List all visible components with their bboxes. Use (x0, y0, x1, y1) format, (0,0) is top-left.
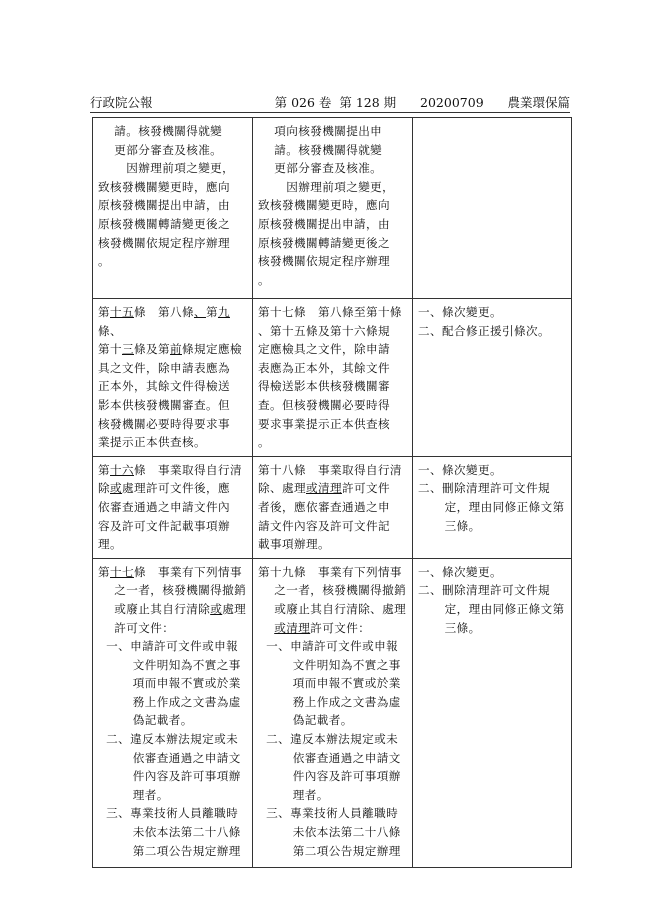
current-text-cell (253, 118, 413, 299)
text-line: 原核發機關轉請變更後之 (98, 216, 230, 231)
text-line: 載事項辦理。 (258, 537, 330, 552)
text-line: 一、條次變更。 (418, 462, 502, 477)
amended-text-cell (93, 558, 253, 867)
text-line: 。 (258, 272, 270, 287)
text-line: 原核發機關提出申請，由 (258, 216, 390, 231)
text-line: 許可文件： (114, 620, 175, 635)
text-line: 。 (98, 254, 110, 269)
text-line: 或廢止其自行清除或處理 (114, 601, 247, 616)
amended-text-cell (93, 456, 253, 558)
text-line: 原核發機關提出申請，由 (98, 198, 230, 213)
text-line: 致核發機關變更時，應向 (98, 179, 230, 194)
text-line: 二、配合修正援引條次。 (418, 323, 550, 338)
table-row (93, 118, 572, 299)
text-line: 二、刪除清理許可文件規定，理由同修正條文第三條。 (418, 583, 565, 635)
text-line: 二、刪除清理許可文件規定，理由同修正條文第三條。 (418, 481, 565, 533)
table-row (93, 456, 572, 558)
text-line: 原核發機關轉請變更後之 (258, 235, 390, 250)
text-line: 第十六條 事業取得自行清 (98, 462, 242, 477)
text-line: 具之文件，除申請表應為 (98, 360, 230, 375)
text-line: 影本供核發機關審查。但 (98, 397, 230, 412)
text-line: 之一者，核發機關得撤銷 (274, 583, 407, 598)
issue-info: 第 026 卷 第 128 期 20200709 農業環保篇 (274, 95, 570, 110)
text-line: 核發機關必要時得要求事 (98, 416, 230, 431)
text-line: 之一者，核發機關得撤銷 (114, 583, 247, 598)
text-line: 二、違反本辦法規定或未依審查通過之申請文件內容及許可事項辦理者。 (106, 732, 241, 802)
page-header (90, 92, 570, 113)
text-line: 核發機關依規定程序辦理 (98, 235, 230, 250)
text-line: 容及許可文件記載事項辦 (98, 518, 230, 533)
text-line: 要求事業提示正本供查核 (258, 416, 390, 431)
text-line: 一、條次變更。 (418, 564, 502, 579)
text-line: 或廢止其自行清除、處理 (274, 601, 407, 616)
text-line: 、第十五條及第十六條規 (258, 323, 390, 338)
text-line: 請文件內容及許可文件記 (258, 518, 390, 533)
table-row (93, 558, 572, 867)
text-line: 者後，應依審查通過之申 (258, 499, 390, 514)
text-line: 除或處理許可文件後，應 (98, 481, 230, 496)
text-line: 表應為正本外，其餘文件 (258, 360, 390, 375)
text-line: 得檢送影本供核發機關審 (258, 379, 390, 394)
text-line: 項向核發機關提出申 (274, 124, 383, 138)
explanation-cell (413, 558, 572, 867)
comparison-table (92, 117, 572, 868)
text-line: 第十七條 事業有下列情事 (98, 564, 242, 579)
text-line: 正本外，其餘文件得檢送 (98, 379, 230, 394)
text-line: 一、申請許可文件或申報文件明知為不實之事項而申報不實或於業務上作成之文書為虛偽記載者。 (266, 639, 401, 728)
explanation-cell (413, 299, 572, 457)
text-line: 第十七條 第八條至第十條 (258, 305, 402, 319)
text-line: 理。 (98, 537, 122, 552)
text-line: 因辦理前項之變更， (274, 179, 395, 194)
current-text-cell (253, 299, 413, 457)
text-line: 或清理許可文件： (274, 620, 371, 635)
current-text-cell (253, 456, 413, 558)
current-text-cell (253, 558, 413, 867)
text-line: 定應檢具之文件，除申請 (258, 342, 390, 357)
explanation-cell (413, 118, 572, 299)
text-line: 第十五條 第八條、第九條、 (98, 305, 230, 338)
text-line: 三、專業技術人員離職時未依本法第二十八條第二項公告規定辦理 (106, 806, 241, 858)
text-line: 更部分審查及核准。 (114, 142, 223, 157)
text-line: 第十九條 事業有下列情事 (258, 564, 402, 579)
text-line: 。 (258, 435, 270, 450)
text-line: 業提示正本供查核。 (98, 435, 206, 450)
text-line: 查。但核發機關必要時得 (258, 397, 390, 412)
amended-text-cell (93, 299, 253, 457)
text-line: 二、違反本辦法規定或未依審查通過之申請文件內容及許可事項辦理者。 (266, 732, 401, 802)
text-line: 更部分審查及核准。 (274, 161, 383, 176)
text-line: 除、處理或清理許可文件 (258, 481, 390, 496)
gazette-title: 行政院公報 (90, 95, 153, 110)
amended-text-cell (93, 118, 253, 299)
text-line: 三、專業技術人員離職時未依本法第二十八條第二項公告規定辦理 (266, 806, 401, 858)
text-line: 依審查通過之申請文件內 (98, 499, 230, 514)
text-line: 第十三條及第前條規定應檢 (98, 342, 242, 357)
text-line: 一、條次變更。 (418, 305, 502, 319)
text-line: 第十八條 事業取得自行清 (258, 462, 402, 477)
text-line: 請。核發機關得就變 (274, 142, 383, 157)
text-line: 核發機關依規定程序辦理 (258, 254, 390, 269)
text-line: 致核發機關變更時，應向 (258, 198, 390, 213)
text-line: 請。核發機關得就變 (114, 124, 223, 138)
table-row (93, 299, 572, 457)
explanation-cell (413, 456, 572, 558)
text-line: 一、申請許可文件或申報文件明知為不實之事項而申報不實或於業務上作成之文書為虛偽記載者。 (106, 639, 241, 728)
text-line: 因辦理前項之變更， (114, 161, 235, 176)
